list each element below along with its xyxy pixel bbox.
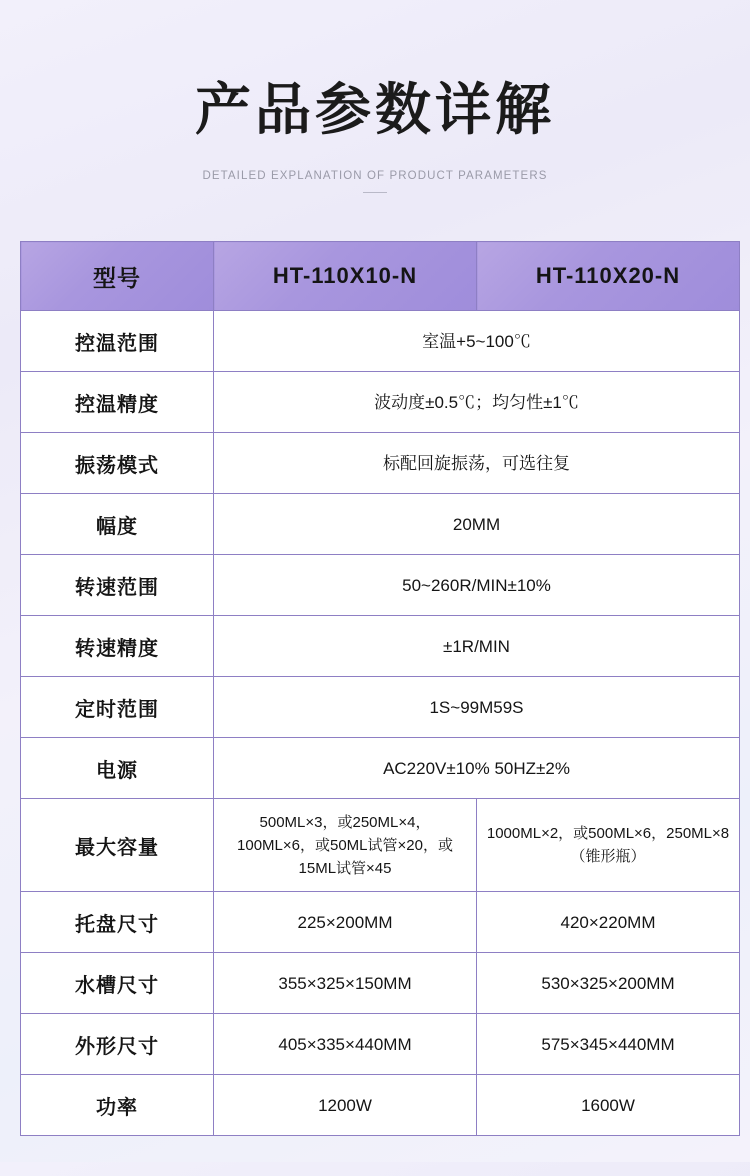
row-value-model-1: 225×200MM (214, 892, 477, 953)
bottom-spacer (0, 1136, 750, 1176)
row-value-merged: 波动度±0.5℃；均匀性±1℃ (214, 372, 740, 433)
row-label: 水槽尺寸 (21, 953, 214, 1014)
row-value-model-1: 405×335×440MM (214, 1014, 477, 1075)
row-label: 转速范围 (21, 555, 214, 616)
spec-table (20, 241, 740, 1136)
row-label: 外形尺寸 (21, 1014, 214, 1075)
column-header-model-2: HT-110X20-N (477, 242, 740, 311)
spec-table-body (21, 311, 740, 1136)
row-label: 幅度 (21, 494, 214, 555)
row-label: 托盘尺寸 (21, 892, 214, 953)
table-row (21, 892, 740, 953)
row-label: 控温精度 (21, 372, 214, 433)
row-label: 电源 (21, 738, 214, 799)
table-row (21, 616, 740, 677)
spec-table-head (21, 242, 740, 311)
title-divider (363, 192, 387, 193)
table-row (21, 738, 740, 799)
table-row (21, 953, 740, 1014)
row-value-model-2: 420×220MM (477, 892, 740, 953)
row-label: 转速精度 (21, 616, 214, 677)
table-row (21, 311, 740, 372)
table-row (21, 799, 740, 892)
table-header-row (21, 242, 740, 311)
row-value-model-1: 355×325×150MM (214, 953, 477, 1014)
row-value-merged: 室温+5~100℃ (214, 311, 740, 372)
table-row (21, 433, 740, 494)
row-value-merged: 1S~99M59S (214, 677, 740, 738)
row-value-model-2: 1000ML×2，或500ML×6，250ML×8（锥形瓶） (477, 799, 740, 892)
page-subtitle: DETAILED EXPLANATION OF PRODUCT PARAMETERS (202, 170, 548, 183)
row-value-model-2: 575×345×440MM (477, 1014, 740, 1075)
page-header (0, 0, 750, 193)
row-value-merged: 20MM (214, 494, 740, 555)
row-label: 定时范围 (21, 677, 214, 738)
row-label: 控温范围 (21, 311, 214, 372)
table-row (21, 372, 740, 433)
row-value-model-1: 1200W (214, 1075, 477, 1136)
row-value-merged: 50~260R/MIN±10% (214, 555, 740, 616)
row-label: 最大容量 (21, 799, 214, 892)
table-row (21, 555, 740, 616)
row-value-model-2: 1600W (477, 1075, 740, 1136)
table-row (21, 1014, 740, 1075)
spec-table-wrapper (20, 241, 730, 1136)
column-header-model-1: HT-110X10-N (214, 242, 477, 311)
row-label: 功率 (21, 1075, 214, 1136)
row-value-merged: ±1R/MIN (214, 616, 740, 677)
row-label: 振荡模式 (21, 433, 214, 494)
column-header-model: 型号 (21, 242, 214, 311)
row-value-merged: AC220V±10% 50HZ±2% (214, 738, 740, 799)
table-row (21, 1075, 740, 1136)
page-title: 产品参数详解 (195, 78, 555, 141)
row-value-merged: 标配回旋振荡，可选往复 (214, 433, 740, 494)
table-row (21, 494, 740, 555)
row-value-model-1: 500ML×3，或250ML×4，100ML×6，或50ML试管×20，或15ML试管×45 (214, 799, 477, 892)
table-row (21, 677, 740, 738)
row-value-model-2: 530×325×200MM (477, 953, 740, 1014)
